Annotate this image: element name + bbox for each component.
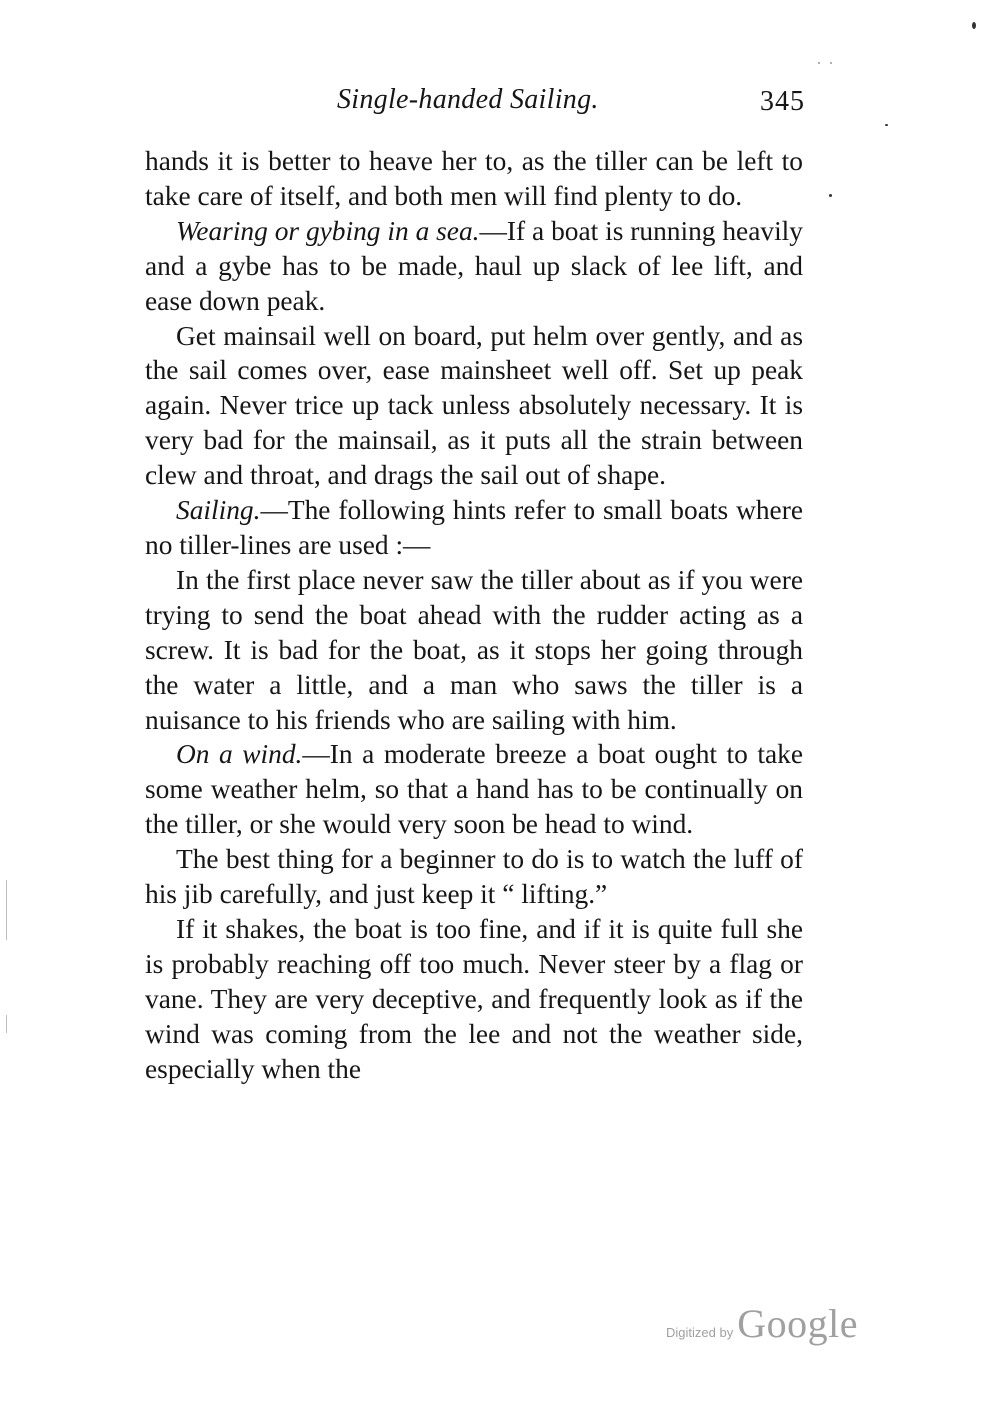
scan-speck [885,124,888,126]
scan-edge-mark [6,880,7,940]
scan-speck [829,194,832,197]
run-in-heading-wearing: Wearing or gybing in a sea. [176,215,480,246]
paragraph-6 [145,737,803,842]
scan-speck [972,22,976,29]
body-text [145,144,803,1086]
paragraph-2-text: —If a boat is running heavily and a gybe has to be made, haul up slack of lee lift, and ease down peak. [145,215,803,316]
run-in-heading-on-a-wind: On a wind. [176,739,303,770]
paragraph-3: Get mainsail well on board, put helm over gently, and as the sail comes over, ease mainsheet well off. Set up peak again. Never trice up tack unless absolutely necessary. It is very bad for the mainsail, as it puts all the strain between clew and throat, and drags the sail out of shape. [145,320,803,491]
paragraph-6-text: —In a moderate breeze a boat ought to take some weather helm, so that a hand has to be continually on the tiller, or she would very soon be head to wind. [145,739,804,840]
page-number: 345 [760,86,805,117]
watermark-brand-logo: Google [737,1301,858,1346]
run-in-heading-sailing: Sailing. [176,495,261,526]
paragraph-1: hands it is better to heave her to, as the tiller can be left to take care of itself, and both men will find plenty to do. [145,146,803,211]
watermark-prefix: Digitized by [666,1325,734,1340]
scan-speck [818,62,820,64]
digitized-watermark [666,1300,858,1350]
paragraph-8: If it shakes, the boat is too fine, and if it is quite full she is probably reaching off too much. Never steer by a flag or vane. They are very deceptive, and frequently look as if the wind was coming from the lee and not the weather side, especially when the [145,913,803,1084]
scan-speck [830,62,832,64]
paragraph-7: The best thing for a beginner to do is to watch the luff of his jib carefully, and just keep it “ lifting.” [145,844,803,910]
paragraph-4 [145,493,803,563]
running-title: Single-handed Sailing. [337,84,599,115]
scan-edge-mark [6,1015,7,1033]
paragraph-5: In the first place never saw the tiller about as if you were trying to send the boat ahead with the rudder acting as a screw. It is bad for the boat, as it stops her going through the water a little, and a man who saws the tiller is a nuisance to his friends who are sailing with him. [145,564,803,735]
paragraph-4-text: —The following hints refer to small boats where no tiller-lines are used :— [145,495,803,560]
running-head [145,84,805,124]
paragraph-2 [145,214,803,319]
